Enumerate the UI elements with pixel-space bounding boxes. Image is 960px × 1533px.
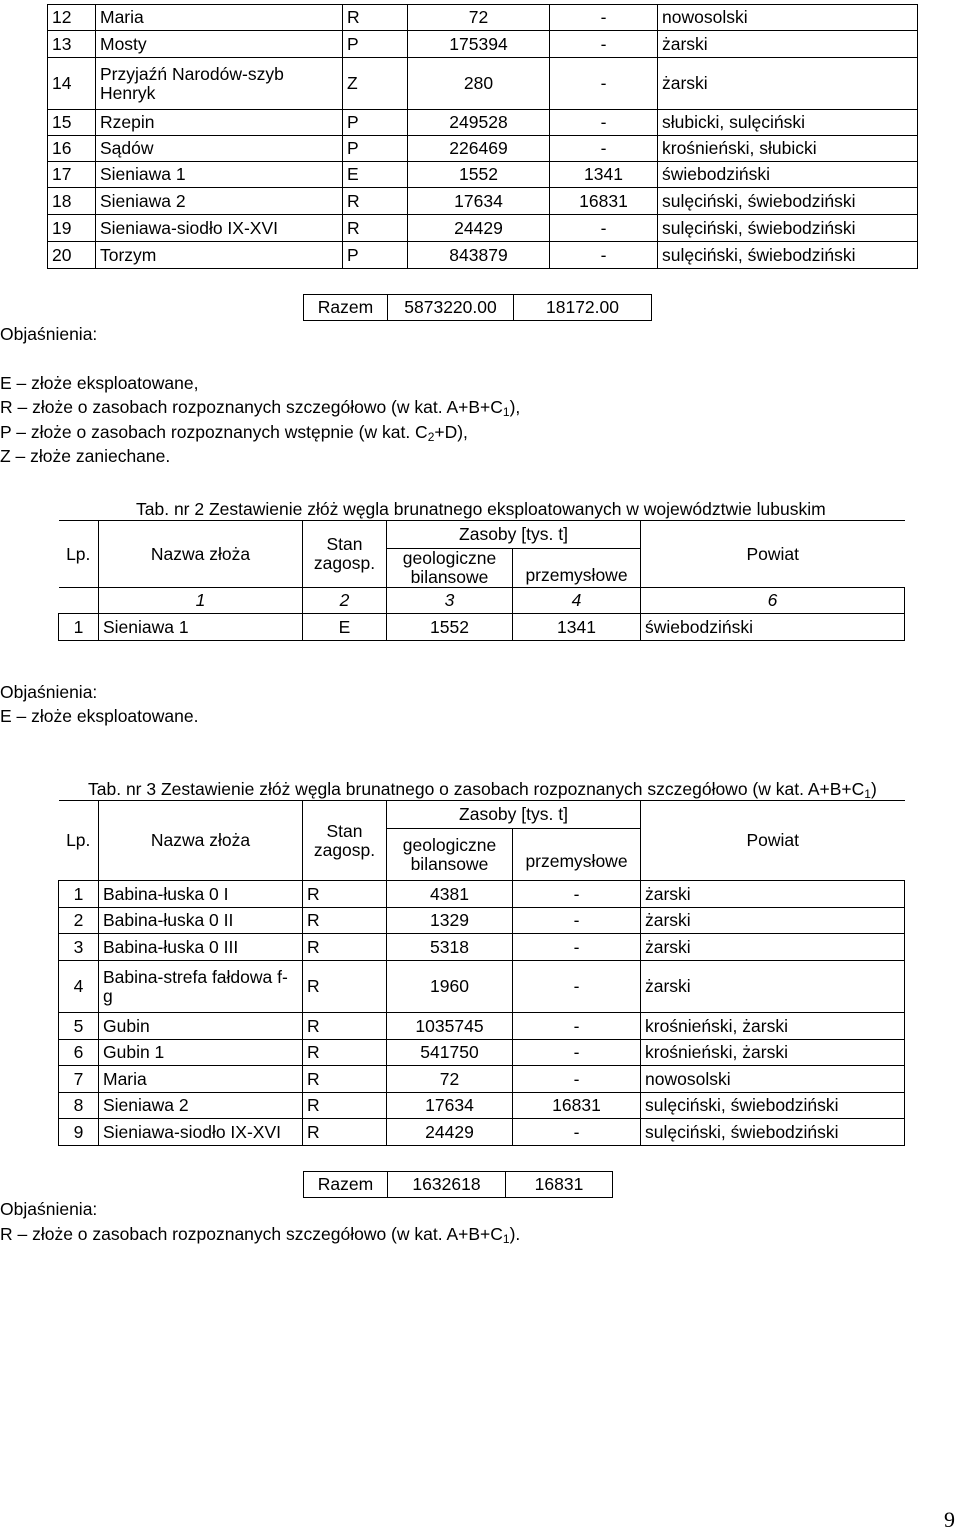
industrial-cell: - bbox=[513, 1040, 641, 1066]
table-2-caption: Tab. nr 2 Zestawienie złóż węgla brunatnego eksploatowanych w województwie lubuskim bbox=[136, 499, 826, 519]
status-cell: R bbox=[343, 5, 408, 31]
deposit-name-cell: Sieniawa 2 bbox=[96, 188, 343, 215]
deposit-name-line: g bbox=[103, 985, 113, 1006]
geological-cell: 1035745 bbox=[387, 1013, 513, 1040]
geological-cell: 24429 bbox=[408, 215, 550, 242]
table-row bbox=[48, 162, 918, 188]
column-number: 3 bbox=[387, 588, 513, 614]
lp-cell: 15 bbox=[48, 110, 96, 136]
county-cell: żarski bbox=[658, 31, 918, 58]
table-row bbox=[59, 934, 905, 961]
table-row bbox=[48, 31, 918, 58]
header-lp: Lp. bbox=[59, 521, 99, 588]
county-cell: krośnieński, żarski bbox=[641, 1040, 905, 1066]
table-row bbox=[48, 110, 918, 136]
table-row bbox=[59, 961, 905, 1013]
geological-cell: 249528 bbox=[408, 110, 550, 136]
industrial-cell: - bbox=[550, 136, 658, 162]
geological-cell: 1552 bbox=[387, 614, 513, 641]
table-row bbox=[48, 136, 918, 162]
note-line: R – złoże o zasobach rozpoznanych szczegółowo (w kat. $A+B+C_1$), bbox=[0, 397, 521, 419]
header-reserves: Zasoby [tys. t] bbox=[387, 521, 641, 549]
status-cell: P bbox=[343, 136, 408, 162]
note-line: Z – złoże zaniechane. bbox=[0, 446, 171, 466]
status-cell: R bbox=[303, 908, 387, 934]
lp-cell: 20 bbox=[48, 242, 96, 269]
lp-cell: 5 bbox=[59, 1013, 99, 1040]
table-row bbox=[59, 1066, 905, 1093]
deposit-name-cell bbox=[96, 58, 343, 110]
total-industrial: 18172.00 bbox=[514, 295, 652, 321]
deposit-name-cell: Sieniawa 2 bbox=[99, 1093, 303, 1119]
county-cell: nowosolski bbox=[658, 5, 918, 31]
table-row bbox=[59, 1040, 905, 1066]
status-cell: P bbox=[343, 242, 408, 269]
status-cell: R bbox=[343, 188, 408, 215]
geological-cell: 17634 bbox=[387, 1093, 513, 1119]
header-geological: geologiczne bilansowe bbox=[387, 829, 513, 881]
header-industrial: przemysłowe bbox=[513, 549, 641, 588]
status-cell: R bbox=[343, 215, 408, 242]
deposit-name-cell: Babina-łuska 0 III bbox=[99, 934, 303, 961]
county-cell: żarski bbox=[641, 961, 905, 1013]
deposit-name-cell: Sądów bbox=[96, 136, 343, 162]
county-cell: nowosolski bbox=[641, 1066, 905, 1093]
county-cell: krośnieński, słubicki bbox=[658, 136, 918, 162]
lp-cell: 7 bbox=[59, 1066, 99, 1093]
lp-cell: 18 bbox=[48, 188, 96, 215]
table-3 bbox=[58, 800, 905, 1146]
note-line: P – złoże o zasobach rozpoznanych wstępnie (w kat. $C_2+D$), bbox=[0, 422, 468, 444]
deposit-name-cell: Torzym bbox=[96, 242, 343, 269]
table-2 bbox=[58, 520, 905, 641]
deposit-name-cell: Gubin bbox=[99, 1013, 303, 1040]
status-cell: E bbox=[303, 614, 387, 641]
status-cell: P bbox=[343, 110, 408, 136]
geological-cell: 5318 bbox=[387, 934, 513, 961]
deposit-name-cell bbox=[99, 961, 303, 1013]
deposit-name-cell: Maria bbox=[96, 5, 343, 31]
table-3-caption: Tab. nr 3 Zestawienie złóż węgla brunatnego o zasobach rozpoznanych szczegółowo (w kat. $A+B+C_1$) bbox=[88, 779, 877, 801]
deposit-name-cell: Babina-łuska 0 II bbox=[99, 908, 303, 934]
deposit-name-cell: Sieniawa-siodło IX-XVI bbox=[96, 215, 343, 242]
industrial-cell: 16831 bbox=[550, 188, 658, 215]
lp-cell: 13 bbox=[48, 31, 96, 58]
status-cell: R bbox=[303, 1119, 387, 1146]
table-row bbox=[59, 614, 905, 641]
total-row-table-3 bbox=[303, 1171, 613, 1198]
industrial-cell: - bbox=[513, 908, 641, 934]
table-row bbox=[59, 1119, 905, 1146]
geological-cell: 17634 bbox=[408, 188, 550, 215]
geological-cell: 72 bbox=[387, 1066, 513, 1093]
geological-cell: 175394 bbox=[408, 31, 550, 58]
county-cell: żarski bbox=[641, 908, 905, 934]
column-number: 2 bbox=[303, 588, 387, 614]
lp-cell: 1 bbox=[59, 614, 99, 641]
status-cell: R bbox=[303, 934, 387, 961]
lp-cell: 9 bbox=[59, 1119, 99, 1146]
table-1 bbox=[47, 4, 918, 269]
status-cell: R bbox=[303, 1040, 387, 1066]
note-line: R – złoże o zasobach rozpoznanych szczegółowo (w kat. $A+B+C_1$). bbox=[0, 1224, 521, 1246]
lp-cell: 17 bbox=[48, 162, 96, 188]
page-number: 9 bbox=[944, 1507, 955, 1532]
status-cell: R bbox=[303, 1093, 387, 1119]
deposit-name-line: Przyjaźń Narodów-szyb bbox=[100, 63, 284, 84]
deposit-name-cell: Gubin 1 bbox=[99, 1040, 303, 1066]
county-cell: sulęciński, świebodziński bbox=[641, 1093, 905, 1119]
table-row bbox=[48, 58, 918, 110]
lp-cell: 19 bbox=[48, 215, 96, 242]
header-reserves: Zasoby [tys. t] bbox=[387, 801, 641, 829]
geological-cell: 1960 bbox=[387, 961, 513, 1013]
industrial-cell: - bbox=[513, 934, 641, 961]
header-status: Stan zagosp. bbox=[303, 521, 387, 588]
header-lp: Lp. bbox=[59, 801, 99, 881]
notes-heading: Objaśnienia: bbox=[0, 1199, 98, 1219]
total-label: Razem bbox=[304, 1172, 388, 1198]
industrial-cell: - bbox=[550, 58, 658, 110]
county-cell: sulęciński, świebodziński bbox=[641, 1119, 905, 1146]
deposit-name-cell: Sieniawa 1 bbox=[99, 614, 303, 641]
lp-cell: 2 bbox=[59, 908, 99, 934]
industrial-cell: - bbox=[550, 242, 658, 269]
total-row-table-1 bbox=[303, 294, 652, 321]
table-row bbox=[48, 215, 918, 242]
column-number: 6 bbox=[641, 588, 905, 614]
industrial-cell: - bbox=[513, 1119, 641, 1146]
industrial-cell: - bbox=[513, 1013, 641, 1040]
deposit-name-cell: Rzepin bbox=[96, 110, 343, 136]
status-cell: P bbox=[343, 31, 408, 58]
industrial-cell: - bbox=[550, 5, 658, 31]
status-cell: E bbox=[343, 162, 408, 188]
deposit-name-cell: Maria bbox=[99, 1066, 303, 1093]
lp-cell: 16 bbox=[48, 136, 96, 162]
county-cell: żarski bbox=[641, 934, 905, 961]
industrial-cell: - bbox=[550, 215, 658, 242]
status-cell: R bbox=[303, 1013, 387, 1040]
industrial-cell: 1341 bbox=[550, 162, 658, 188]
header-industrial: przemysłowe bbox=[513, 829, 641, 881]
county-cell: sulęciński, świebodziński bbox=[658, 215, 918, 242]
status-cell: Z bbox=[343, 58, 408, 110]
county-cell: świebodziński bbox=[641, 614, 905, 641]
column-number: 1 bbox=[99, 588, 303, 614]
deposit-name-cell: Babina-łuska 0 I bbox=[99, 881, 303, 908]
table-row bbox=[59, 1013, 905, 1040]
geological-cell: 4381 bbox=[387, 881, 513, 908]
lp-cell: 12 bbox=[48, 5, 96, 31]
industrial-cell: - bbox=[513, 881, 641, 908]
deposit-name-cell: Mosty bbox=[96, 31, 343, 58]
geological-cell: 1329 bbox=[387, 908, 513, 934]
total-industrial: 16831 bbox=[506, 1172, 613, 1198]
lp-cell: 1 bbox=[59, 881, 99, 908]
status-cell: R bbox=[303, 961, 387, 1013]
county-cell: świebodziński bbox=[658, 162, 918, 188]
county-cell: słubicki, sulęciński bbox=[658, 110, 918, 136]
geological-cell: 843879 bbox=[408, 242, 550, 269]
header-deposit-name: Nazwa złoża bbox=[99, 801, 303, 881]
note-line: E – złoże eksploatowane. bbox=[0, 706, 199, 726]
industrial-cell: - bbox=[513, 961, 641, 1013]
geological-cell: 280 bbox=[408, 58, 550, 110]
county-cell: sulęciński, świebodziński bbox=[658, 188, 918, 215]
county-cell: żarski bbox=[658, 58, 918, 110]
table-row bbox=[48, 188, 918, 215]
deposit-name-line: Henryk bbox=[100, 82, 156, 103]
county-cell: sulęciński, świebodziński bbox=[658, 242, 918, 269]
total-label: Razem bbox=[304, 295, 388, 321]
lp-cell: 3 bbox=[59, 934, 99, 961]
geological-cell: 24429 bbox=[387, 1119, 513, 1146]
column-number: 4 bbox=[513, 588, 641, 614]
status-cell: R bbox=[303, 1066, 387, 1093]
lp-cell: 8 bbox=[59, 1093, 99, 1119]
deposit-name-line: Babina-strefa fałdowa f- bbox=[103, 966, 288, 987]
county-cell: krośnieński, żarski bbox=[641, 1013, 905, 1040]
deposit-name-cell: Sieniawa 1 bbox=[96, 162, 343, 188]
notes-heading: Objaśnienia: bbox=[0, 324, 98, 344]
industrial-cell: - bbox=[550, 110, 658, 136]
header-deposit-name: Nazwa złoża bbox=[99, 521, 303, 588]
deposit-name-cell: Sieniawa-siodło IX-XVI bbox=[99, 1119, 303, 1146]
note-line: E – złoże eksploatowane, bbox=[0, 373, 199, 393]
geological-cell: 541750 bbox=[387, 1040, 513, 1066]
industrial-cell: - bbox=[550, 31, 658, 58]
header-county: Powiat bbox=[641, 801, 905, 881]
geological-cell: 72 bbox=[408, 5, 550, 31]
status-cell: R bbox=[303, 881, 387, 908]
lp-cell: 6 bbox=[59, 1040, 99, 1066]
industrial-cell: 1341 bbox=[513, 614, 641, 641]
table-row bbox=[48, 242, 918, 269]
table-row bbox=[48, 5, 918, 31]
total-geological: 1632618 bbox=[388, 1172, 506, 1198]
header-geological: geologiczne bilansowe bbox=[387, 549, 513, 588]
lp-cell: 4 bbox=[59, 961, 99, 1013]
geological-cell: 226469 bbox=[408, 136, 550, 162]
header-county: Powiat bbox=[641, 521, 905, 588]
table-row bbox=[59, 881, 905, 908]
total-geological: 5873220.00 bbox=[388, 295, 514, 321]
notes-heading: Objaśnienia: bbox=[0, 682, 98, 702]
industrial-cell: 16831 bbox=[513, 1093, 641, 1119]
geological-cell: 1552 bbox=[408, 162, 550, 188]
county-cell: żarski bbox=[641, 881, 905, 908]
table-row bbox=[59, 908, 905, 934]
lp-cell: 14 bbox=[48, 58, 96, 110]
header-status: Stan zagosp. bbox=[303, 801, 387, 881]
industrial-cell: - bbox=[513, 1066, 641, 1093]
table-row bbox=[59, 1093, 905, 1119]
